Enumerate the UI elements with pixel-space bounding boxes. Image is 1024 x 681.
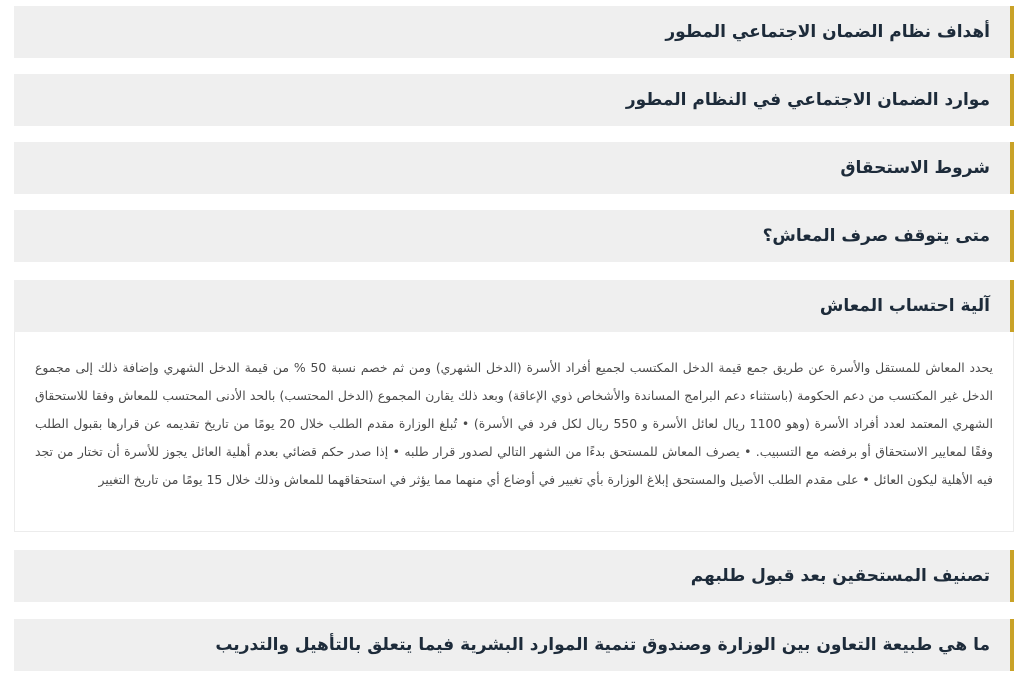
accordion-title: أهداف نظام الضمان الاجتماعي المطور (665, 22, 990, 42)
accordion-title: ما هي طبيعة التعاون بين الوزارة وصندوق تنمية الموارد البشرية فيما يتعلق بالتأهيل والتدريب (215, 635, 990, 655)
accordion-title: تصنيف المستحقين بعد قبول طلبهم (690, 566, 990, 586)
accordion-header-suspension[interactable] (14, 210, 1014, 262)
accordion-panel-text: يحدد المعاش للمستقل والأسرة عن طريق جمع قيمة الدخل المكتسب لجميع أفراد الأسرة (الدخل الشهري) ومن ثم خصم نسبة 50 % من قيمة الدخل الشهري وإضافة ذلك إلى مجموع الدخل غير المكتسب من دعم الحكومة (باستثناء دعم البرامج المساندة والأشخاص ذوي الإعاقة) وبعد ذلك يقارن المجموع (الدخل المحتسب) بالحد الأدنى المحتسب للمعاش وفقا للاستحقاق الشهري المعتمد لعدد أفراد الأسرة (وهو 1100 ريال لعائل الأسرة و 550 ريال لكل فرد في الأسرة) • تُبلغ الوزارة مقدم الطلب خلال 20 يومًا من تاريخ تقديمه عن قرارها بقبول الطلب وفقًا لمعايير الاستحقاق أو برفضه مع التسبيب. • يصرف المعاش للمستحق بدءًا من الشهر التالي لصدور قرار طلبه • إذا صدر حكم قضائي بعدم أهلية العائل يجوز للأسرة أن تختار من تجد فيه الأهلية ليكون العائل • على مقدم الطلب الأصيل والمستحق إبلاغ الوزارة بأي تغيير في أوضاع أي منهما مما يؤثر في استحقاقهما للمعاش وذلك خلال 15 يومًا من تاريخ التغيير (35, 360, 993, 487)
accordion-title: شروط الاستحقاق (840, 158, 990, 178)
accordion-header-resources[interactable] (14, 74, 1014, 126)
accordion-header-calculation[interactable] (14, 280, 1014, 332)
accordion-header-classification[interactable] (14, 550, 1014, 602)
accordion-header-goals[interactable] (14, 6, 1014, 58)
accordion-header-eligibility[interactable] (14, 142, 1014, 194)
accordion-title: آلية احتساب المعاش (819, 296, 990, 316)
accordion-header-cooperation[interactable] (14, 619, 1014, 671)
accordion-title: موارد الضمان الاجتماعي في النظام المطور (625, 90, 990, 110)
accordion-title: متى يتوقف صرف المعاش؟ (762, 226, 990, 246)
accordion-panel-calculation (14, 332, 1014, 532)
